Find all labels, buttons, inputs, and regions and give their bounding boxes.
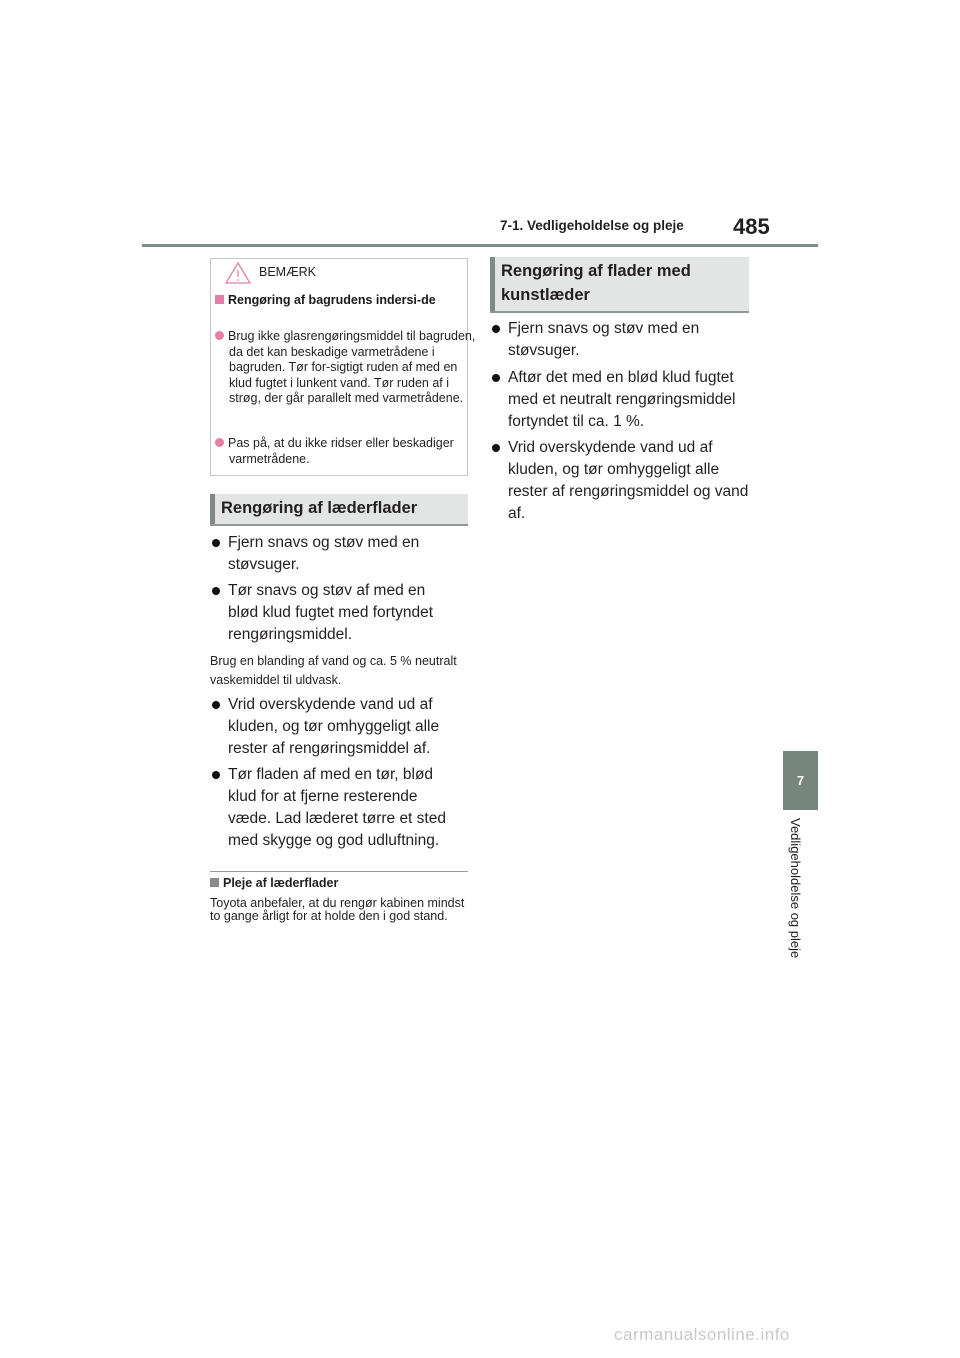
- chapter-number: 7: [796, 773, 805, 788]
- note-box: [210, 258, 476, 476]
- dot-bullet-icon: [215, 331, 224, 340]
- section-heading-synthetic: Rengøring af flader med kunstlæder: [490, 257, 749, 313]
- bullet-item: Vrid overskydende vand ud af kluden, og tør omhyggeligt alle rester af rengøringsmiddel af.: [211, 694, 456, 760]
- page-number: 485: [733, 214, 770, 239]
- dilution-note: Brug en blanding af vand og ca. 5 % neutralt vaskemiddel til uldvask.: [210, 654, 457, 687]
- section-heading-leather: Rengøring af læderflader: [210, 494, 468, 526]
- chapter-side-title: Vedligeholdelse og pleje: [788, 818, 803, 959]
- note-label: BEMÆRK: [259, 265, 316, 279]
- running-header-title: 7-1. Vedligeholdelse og pleje: [500, 218, 684, 233]
- chapter-tab: [783, 751, 818, 810]
- bullet-item: Aftør det med en blød klud fugtet med et neutralt rengøringsmiddel fortyndet til ca. 1 %.: [491, 367, 749, 433]
- bullet-item: Fjern snavs og støv med en støvsuger.: [491, 318, 749, 362]
- note-heading-text: Rengøring af bagrudens indersi-de: [228, 293, 436, 307]
- divider: [210, 871, 468, 872]
- square-bullet-icon: [210, 878, 219, 887]
- note-heading: [215, 293, 475, 307]
- bullet-item: Vrid overskydende vand ud af kluden, og tør omhyggeligt alle rester af rengøringsmiddel og vand af.: [491, 437, 749, 525]
- care-heading-text: Pleje af læderflader: [223, 876, 339, 890]
- dot-bullet-icon: [215, 438, 224, 447]
- bullet-item: Fjern snavs og støv med en støvsuger.: [211, 532, 456, 576]
- note-bullet: [215, 436, 479, 467]
- note-bullet: [215, 329, 479, 407]
- note-header: [211, 259, 467, 283]
- watermark: carmanualsonline.info: [614, 1325, 790, 1344]
- bullet-item: Tør fladen af med en tør, blød klud for at fjerne resterende væde. Lad læderet tørre et sted med skygge og god udluftning.: [211, 764, 456, 852]
- bullet-item: Tør snavs og støv af med en blød klud fugtet med fortyndet rengøringsmiddel.: [211, 580, 456, 646]
- header-rule: [142, 244, 818, 247]
- care-heading: [210, 876, 338, 890]
- warning-triangle-icon: [225, 262, 251, 284]
- note-bullet-text: Brug ikke glasrengøringsmiddel til bagruden, da det kan beskadige varmetrådene i bagruden. Tør for-sigtigt ruden af med en klud fugtet i lunkent vand. Tør ruden af i strøg, der går parallelt med varmetrådene.: [228, 329, 476, 406]
- square-bullet-icon: [215, 295, 224, 304]
- care-text: Toyota anbefaler, at du rengør kabinen mindst to gange årligt for at holde den i god stand.: [210, 896, 465, 923]
- note-bullet-text: Pas på, at du ikke ridser eller beskadiger varmetrådene.: [228, 436, 454, 466]
